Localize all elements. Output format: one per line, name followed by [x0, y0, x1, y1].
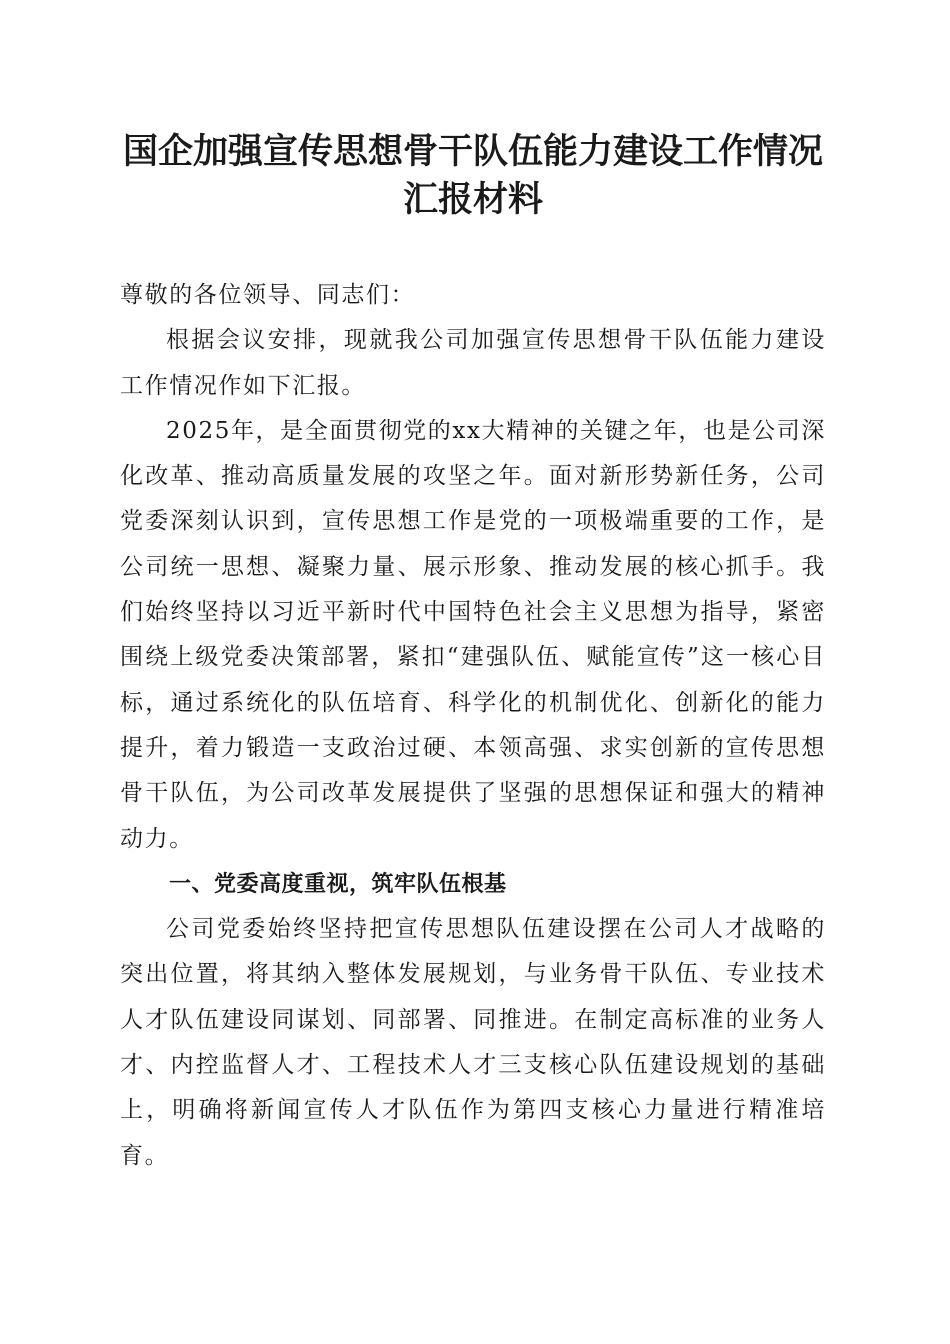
salutation: 尊敬的各位领导、同志们：: [120, 282, 416, 308]
section-heading-1: 一、党委高度重视，筑牢队伍根基: [169, 871, 507, 897]
document-body: [120, 273, 826, 1179]
paragraph-intro: 根据会议安排，现就我公司加强宣传思想骨干队伍能力建设工作情况作如下汇报。: [120, 327, 826, 399]
paragraph-section-1: 公司党委始终坚持把宣传思想队伍建设摆在公司人才战略的突出位置，将其纳入整体发展规划，与业务骨干队伍、专业技术人才队伍建设同谋划、同部署、同推进。在制定高标准的业务人才、内控监督人才、工程技术人才三支核心队伍建设规划的基础上，明确将新闻宣传人才队伍作为第四支核心力量进行精准培育。: [120, 916, 826, 1169]
title-line-1: 国企加强宣传思想骨干队伍能力建设工作情况: [122, 131, 823, 172]
title-line-2: 汇报材料: [402, 179, 543, 220]
paragraph-overview: 2025年，是全面贯彻党的xx大精神的关键之年，也是公司深化改革、推动高质量发展的攻坚之年。面对新形势新任务，公司党委深刻认识到，宣传思想工作是党的一项极端重要的工作，是公司统一思想、凝聚力量、展示形象、推动发展的核心抓手。我们始终坚持以习近平新时代中国特色社会主义思想为指导，紧密围绕上级党委决策部署，紧扣“建强队伍、赋能宣传”这一核心目标，通过系统化的队伍培育、科学化的机制优化、创新化的能力提升，着力锻造一支政治过硬、本领高强、求实创新的宣传思想骨干队伍，为公司改革发展提供了坚强的思想保证和强大的精神动力。: [120, 417, 826, 852]
document-title: [120, 128, 826, 224]
document-page: [120, 128, 826, 1179]
